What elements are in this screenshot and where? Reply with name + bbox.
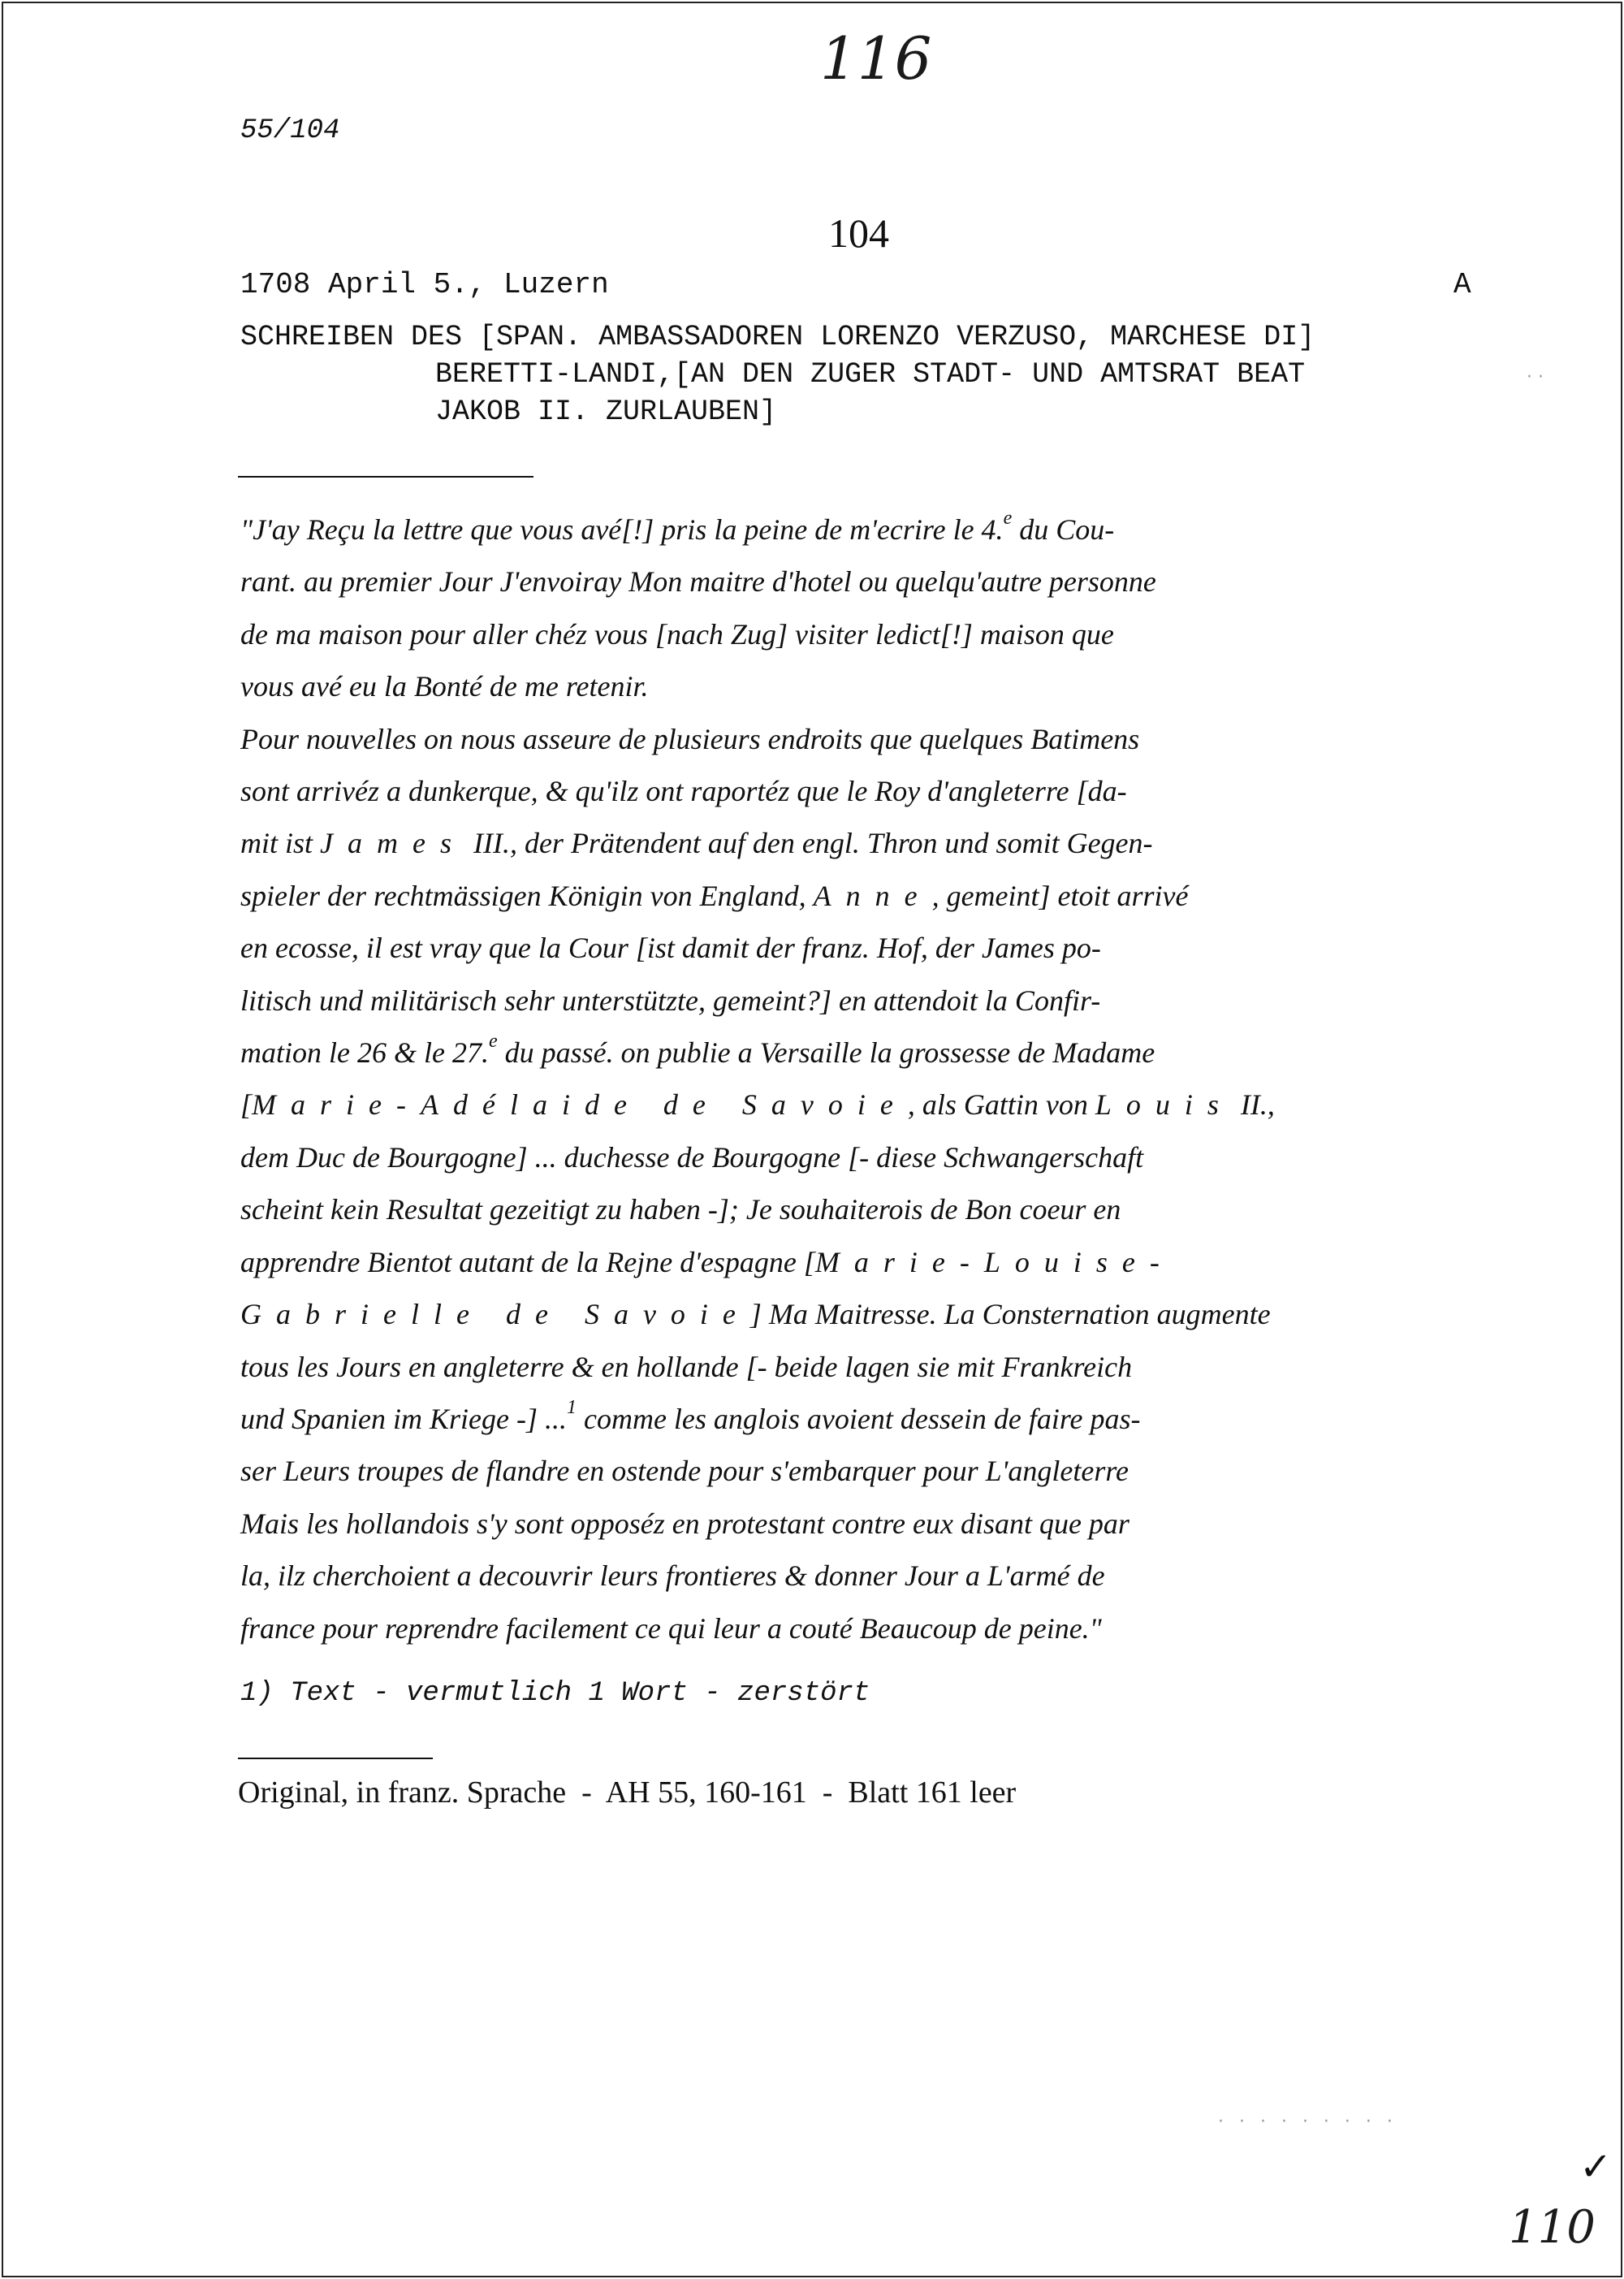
spaced-name: Marie-Louise-	[814, 1245, 1174, 1278]
handwritten-folio-number: 110	[1509, 2201, 1596, 2254]
body-line: vous avé eu la Bonté de me retenir.	[240, 670, 649, 703]
body-line: tous les Jours en angleterre & en hollande [- beide lagen sie mit Frankreich	[240, 1350, 1133, 1383]
divider-rule	[238, 1758, 433, 1759]
heading-line: BERETTI-LANDI,[AN DEN ZUGER STADT- UND AMTSRAT BEAT	[435, 358, 1306, 391]
body-line: und Spanien im Kriege -] ...$^1$ comme les anglois avoient dessein de faire pas-	[240, 1396, 1141, 1435]
document-type-letter: A	[1453, 268, 1471, 301]
body-line: france pour reprendre facilement ce qui leur a couté Beaucoup de peine."	[240, 1611, 1102, 1645]
body-line: ser Leurs troupes de flandre en ostende pour s'embarquer pour L'angleterre	[240, 1455, 1129, 1488]
divider-rule	[238, 476, 533, 478]
scan-smudge: · · · · · · · · ·	[1218, 2112, 1397, 2132]
letter-body	[240, 504, 1531, 1654]
spaced-name: Anne	[813, 879, 932, 912]
body-line: dem Duc de Bourgogne] ... duchesse de Bourgogne [- diese Schwangerschaft	[240, 1140, 1144, 1174]
spaced-name: Gabrielle de Savoie	[240, 1298, 750, 1331]
body-line: de ma maison pour aller chéz vous [nach Zug] visiter ledict[!] maison que	[240, 617, 1114, 651]
body-line: "J'ay Reçu la lettre que vous avé[!] pris la peine de m'ecrire le 4.$^e$ du Cou-	[240, 508, 1115, 546]
document-number: 104	[828, 210, 889, 256]
body-line: scheint kein Resultat gezeitigt zu haben -]; Je souhaiterois de Bon coeur en	[240, 1193, 1121, 1226]
spaced-name: Louis	[1095, 1088, 1233, 1122]
check-icon: ✓	[1579, 2144, 1613, 2190]
body-line: rant. au premier Jour J'envoiray Mon maitre d'hotel ou quelqu'autre personne	[240, 565, 1156, 599]
document-heading	[240, 318, 1507, 430]
body-line: la, ilz cherchoient a decouvrir leurs frontieres & donner Jour a L'armé de	[240, 1559, 1105, 1593]
body-line: [Marie-Adélaide de Savoie, als Gattin von Louis II.,	[240, 1088, 1275, 1122]
spaced-name: Marie-Adélaide de Savoie	[252, 1088, 908, 1122]
heading-line: SCHREIBEN DES [SPAN. AMBASSADOREN LORENZO VERZUSO, MARCHESE DI]	[240, 321, 1315, 353]
body-line: Gabrielle de Savoie] Ma Maitresse. La Consternation augmente	[240, 1298, 1271, 1331]
footnote: 1) Text - vermutlich 1 Wort - zerstört	[240, 1678, 870, 1709]
body-line: Pour nouvelles on nous asseure de plusieurs endroits que quelques Batimens	[240, 722, 1140, 755]
archive-reference: 55/104	[240, 115, 340, 146]
body-line: sont arrivéz a dunkerque, & qu'ilz ont raportéz que le Roy d'angleterre [da-	[240, 775, 1127, 808]
heading-line: JAKOB II. ZURLAUBEN]	[435, 396, 777, 428]
body-line: apprendre Bientot autant de la Rejne d'espagne [Marie-Louise-	[240, 1245, 1174, 1278]
handwritten-page-number: 116	[820, 24, 932, 93]
source-note: Original, in franz. Sprache - AH 55, 160-161 - Blatt 161 leer	[238, 1775, 1017, 1810]
body-line: mit ist James III., der Prätendent auf den engl. Thron und somit Gegen-	[240, 827, 1153, 860]
body-line: litisch und militärisch sehr unterstützte, gemeint?] en attendoit la Confir-	[240, 984, 1101, 1017]
spaced-name: James	[320, 827, 466, 860]
body-line: mation le 26 & le 27.$^e$ du passé. on publie a Versaille la grossesse de Madame	[240, 1031, 1155, 1070]
body-line: en ecosse, il est vray que la Cour [ist damit der franz. Hof, der James po-	[240, 932, 1101, 965]
body-line: Mais les hollandois s'y sont opposéz en protestant contre eux disant que par	[240, 1507, 1129, 1540]
body-line: spieler der rechtmässigen Königin von England, Anne, gemeint] etoit arrivé	[240, 879, 1189, 912]
date-place: 1708 April 5., Luzern	[240, 268, 609, 301]
scan-smudge: · ·	[1527, 367, 1544, 387]
